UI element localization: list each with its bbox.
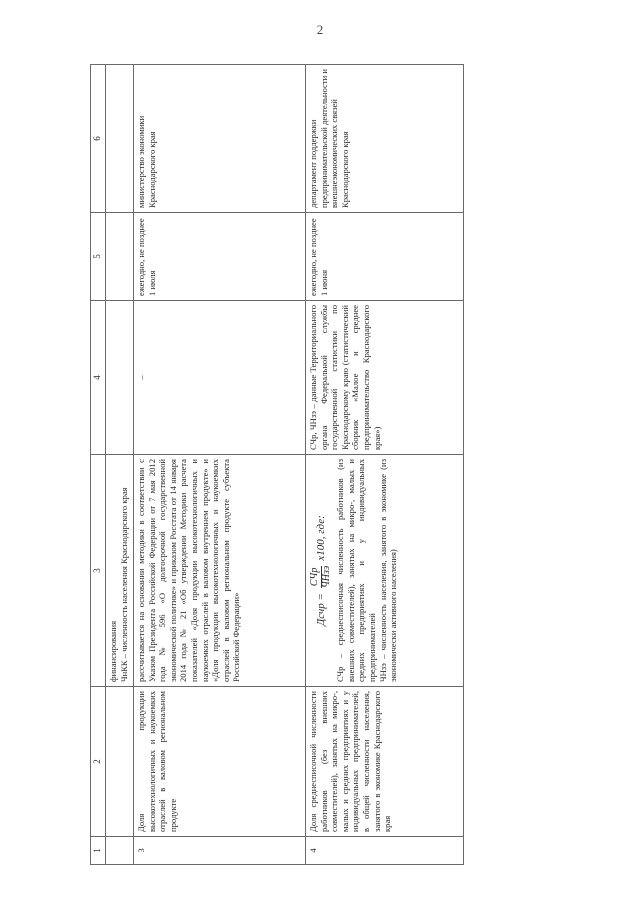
header-col-5: 5 [91, 213, 106, 301]
cont-cell-3 [106, 455, 134, 687]
continuation-row [106, 65, 134, 865]
header-col-6: 6 [91, 65, 106, 213]
header-col-3: 3 [91, 455, 106, 687]
row-number: 4 [306, 837, 464, 865]
cont-cell-6 [106, 65, 134, 213]
header-col-4: 4 [91, 301, 106, 455]
calculation-method [306, 455, 464, 687]
deadline: ежегодно, не позднее 1 июля [134, 213, 306, 301]
page-number: 2 [316, 22, 324, 37]
cont-cell-1 [106, 837, 134, 865]
indicator-name: Доля продукции высокотехнологичных и наукоемких отраслей в валовом региональном продукте [134, 687, 306, 837]
indicator-name: Доля среднесписочной численности работников (без внешних совместителей), занятых на микро-, малых и средних предприятиях и у индивидуальных предпринимателей, в общей численности населения, занятого в экономике Краснодарского края [306, 687, 464, 837]
formula-fraction [310, 564, 332, 590]
responsible: министерство экономики Краснодарского края [134, 65, 306, 213]
header-col-2: 2 [91, 687, 106, 837]
indicator-table [90, 64, 464, 865]
cont-cell-4 [106, 301, 134, 455]
table-row [306, 65, 464, 865]
calculation-method: рассчитывается на основании методики в соответствии с Указом Президента Российской Федерации от 7 мая 2012 года № 596 «О долгосрочной государственной экономической политике» и приказом Росстата от 14 января 2014 года № 21 «Об утверждении Методики расчета показателей «Доля продукции высокотехнологичных и наукоемких отраслей в валовом внутреннем продукте» и «Доля продукции высокотехнологичных и наукоемких отраслей в валовом региональном продукте субъекта Российской Федерации» [134, 455, 306, 687]
cont-line-1: финансирования [108, 620, 118, 682]
method-definition-1: СЧр – среднесписочная численность работников (из внешних совместителей), занятых на микро-, малых и средних предприятиях и у индивидуальных предпринимателей [335, 459, 377, 682]
formula-numerator: СЧр [309, 567, 320, 587]
data-source: – [134, 301, 306, 455]
row-number: 3 [134, 837, 306, 865]
method-definition-2: ЧНзэ – численность населения, занятого в экономике (из экономически активного населения) [377, 459, 399, 682]
formula-lhs: Дсчр = [314, 593, 327, 626]
data-source: СЧр, ЧНзэ – данные Территориального органа Федеральной службы государственной статистики по Краснодарскому краю (статистический сборник «Малое и среднее предпринимательство Краснодарского края») [306, 301, 464, 455]
rotated-table-container [90, 65, 550, 865]
header-row [91, 65, 106, 865]
table-row [134, 65, 306, 865]
responsible: департамент поддержки предпринимательской деятельности и внешнеэкономических связей Краснодарского края [306, 65, 464, 213]
cont-cell-5 [106, 213, 134, 301]
header-col-1: 1 [91, 837, 106, 865]
cont-cell-2 [106, 687, 134, 837]
deadline: ежегодно, не позднее 1 июня [306, 213, 464, 301]
formula-rhs: х100, где: [314, 515, 327, 561]
formula-denominator: ЧНзэ [320, 565, 332, 589]
cont-line-2: ЧнКК – численность населения Краснодарского края [118, 487, 129, 682]
formula [310, 459, 332, 682]
